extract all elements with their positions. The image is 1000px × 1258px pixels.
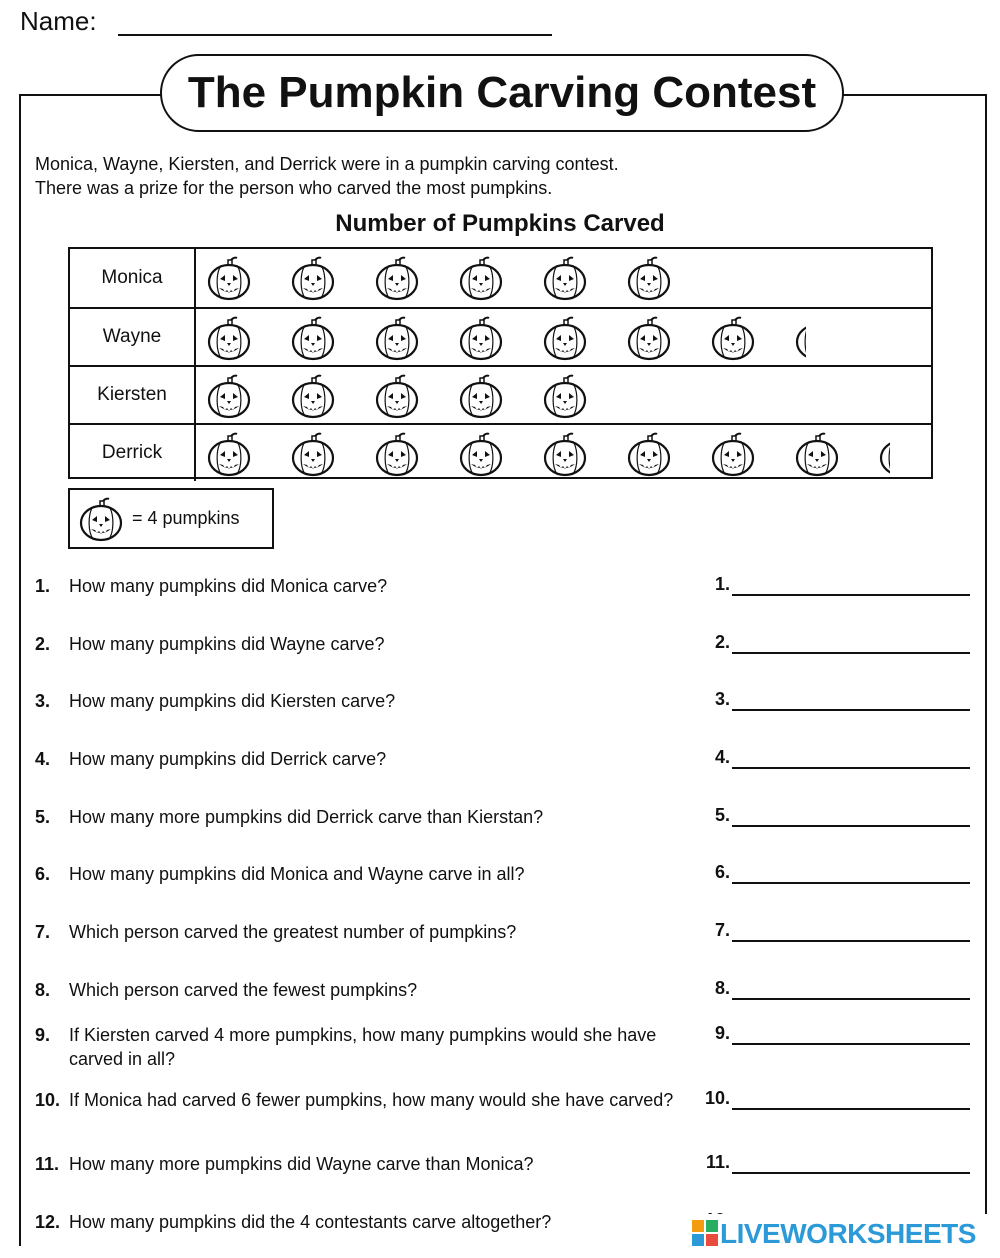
pictograph-row <box>70 249 931 307</box>
row-label: Monica <box>70 249 196 307</box>
pumpkin-icon <box>204 253 254 303</box>
pumpkin-icon <box>624 313 674 363</box>
question-number: 12. <box>35 1212 61 1232</box>
answer-number: 9. <box>714 1023 730 1043</box>
pumpkin-icon <box>708 313 758 363</box>
question-number: 7. <box>35 922 51 942</box>
question-number: 1. <box>35 576 51 596</box>
pumpkin-icon <box>204 371 254 421</box>
row-icons <box>196 425 931 481</box>
question-number: 6. <box>35 864 51 884</box>
pumpkin-icon <box>456 253 506 303</box>
question-text: How many more pumpkins did Wayne carve than Monica? <box>69 1154 534 1174</box>
pumpkin-icon <box>288 253 338 303</box>
question-6 <box>35 862 685 886</box>
answer-11 <box>696 1152 970 1176</box>
pumpkin-icon <box>372 429 422 479</box>
answer-field[interactable] <box>732 1108 970 1110</box>
row-label: Kiersten <box>70 367 196 423</box>
pumpkin-icon <box>456 371 506 421</box>
page-title: The Pumpkin Carving Contest <box>160 54 844 132</box>
row-icons <box>196 367 931 423</box>
answer-number: 2. <box>714 632 730 652</box>
liveworksheets-logo <box>690 1214 990 1254</box>
answer-field[interactable] <box>732 767 970 769</box>
pictograph-key <box>68 488 274 549</box>
answer-8 <box>696 978 970 1002</box>
half-pumpkin-icon <box>792 313 806 363</box>
pumpkin-icon <box>456 313 506 363</box>
pumpkin-icon <box>624 253 674 303</box>
answer-field[interactable] <box>732 1172 970 1174</box>
answer-number: 7. <box>714 920 730 940</box>
answer-number: 1. <box>714 574 730 594</box>
pictograph-row <box>70 365 931 423</box>
pictograph-row <box>70 307 931 365</box>
question-text: How many pumpkins did Wayne carve? <box>69 634 385 654</box>
row-label: Derrick <box>70 425 196 481</box>
question-number: 2. <box>35 634 51 654</box>
answer-number: 10. <box>704 1088 730 1108</box>
pumpkin-icon <box>288 429 338 479</box>
question-8 <box>35 978 685 1002</box>
question-text: How many pumpkins did Monica and Wayne carve in all? <box>69 864 525 884</box>
question-2 <box>35 632 685 656</box>
question-10 <box>35 1088 685 1112</box>
answer-field[interactable] <box>732 652 970 654</box>
answer-number: 4. <box>714 747 730 767</box>
question-text: How many pumpkins did Monica carve? <box>69 576 388 596</box>
question-12 <box>35 1210 685 1234</box>
pumpkin-icon <box>288 313 338 363</box>
logo-text: LIVEWORKSHEETS <box>720 1218 976 1249</box>
pumpkin-icon <box>540 429 590 479</box>
answer-number: 8. <box>714 978 730 998</box>
answer-field[interactable] <box>732 998 970 1000</box>
question-11 <box>35 1152 685 1176</box>
pumpkin-icon <box>540 371 590 421</box>
answer-field[interactable] <box>732 709 970 711</box>
question-text: How many pumpkins did Kiersten carve? <box>69 691 396 711</box>
question-number: 11. <box>35 1154 60 1174</box>
pumpkin-icon <box>792 429 842 479</box>
answer-number: 3. <box>714 689 730 709</box>
answer-number: 5. <box>714 805 730 825</box>
pumpkin-icon <box>540 313 590 363</box>
answer-field[interactable] <box>732 594 970 596</box>
question-text: How many pumpkins did Derrick carve? <box>69 749 387 769</box>
name-label: Name: <box>20 6 97 36</box>
question-1 <box>35 574 685 598</box>
question-number: 5. <box>35 807 51 827</box>
question-number: 10. <box>35 1090 61 1110</box>
answer-7 <box>696 920 970 944</box>
question-4 <box>35 747 685 771</box>
pumpkin-icon <box>76 494 126 544</box>
answer-9 <box>696 1023 970 1047</box>
answer-3 <box>696 689 970 713</box>
question-text: Which person carved the greatest number of pumpkins? <box>69 922 517 942</box>
question-7 <box>35 920 685 944</box>
question-text: Which person carved the fewest pumpkins? <box>69 980 418 1000</box>
row-icons <box>196 309 931 365</box>
pumpkin-icon <box>372 313 422 363</box>
row-label: Wayne <box>70 309 196 365</box>
row-icons <box>196 249 931 307</box>
question-3 <box>35 689 685 713</box>
question-text: How many pumpkins did the 4 contestants carve altogether? <box>69 1212 552 1232</box>
question-number: 4. <box>35 749 51 769</box>
pictograph-row <box>70 423 931 481</box>
answer-field[interactable] <box>732 882 970 884</box>
answer-5 <box>696 805 970 829</box>
answer-number: 6. <box>714 862 730 882</box>
question-number: 8. <box>35 980 51 1000</box>
question-text: If Monica had carved 6 fewer pumpkins, how many would she have carved? <box>69 1090 674 1110</box>
answer-field[interactable] <box>732 940 970 942</box>
name-field[interactable] <box>118 34 552 36</box>
intro-line-1: Monica, Wayne, Kiersten, and Derrick were in a pumpkin carving contest. <box>35 154 619 174</box>
question-text: If Kiersten carved 4 more pumpkins, how many pumpkins would she have carved in all? <box>69 1025 657 1069</box>
pumpkin-icon <box>288 371 338 421</box>
half-pumpkin-icon <box>876 429 890 479</box>
pumpkin-icon <box>372 371 422 421</box>
answer-10 <box>696 1088 970 1112</box>
answer-1 <box>696 574 970 598</box>
answer-number: 11. <box>705 1152 730 1172</box>
pumpkin-icon <box>456 429 506 479</box>
pumpkin-icon <box>540 253 590 303</box>
question-text: How many more pumpkins did Derrick carve than Kierstan? <box>69 807 544 827</box>
question-9 <box>35 1023 685 1069</box>
question-5 <box>35 805 685 829</box>
answer-field[interactable] <box>732 1043 970 1045</box>
answer-4 <box>696 747 970 771</box>
logo-icon <box>690 1218 720 1248</box>
pumpkin-icon <box>204 429 254 479</box>
intro-line-2: There was a prize for the person who carved the most pumpkins. <box>35 178 553 198</box>
pumpkin-icon <box>708 429 758 479</box>
chart-title: Number of Pumpkins Carved <box>335 210 665 237</box>
answer-6 <box>696 862 970 886</box>
intro-text <box>35 152 619 200</box>
question-number: 3. <box>35 691 51 711</box>
answer-field[interactable] <box>732 825 970 827</box>
answer-2 <box>696 632 970 656</box>
pumpkin-icon <box>372 253 422 303</box>
key-label: = 4 pumpkins <box>132 508 240 528</box>
question-number: 9. <box>35 1025 51 1045</box>
pictograph-table <box>68 247 933 479</box>
pumpkin-icon <box>204 313 254 363</box>
pumpkin-icon <box>624 429 674 479</box>
